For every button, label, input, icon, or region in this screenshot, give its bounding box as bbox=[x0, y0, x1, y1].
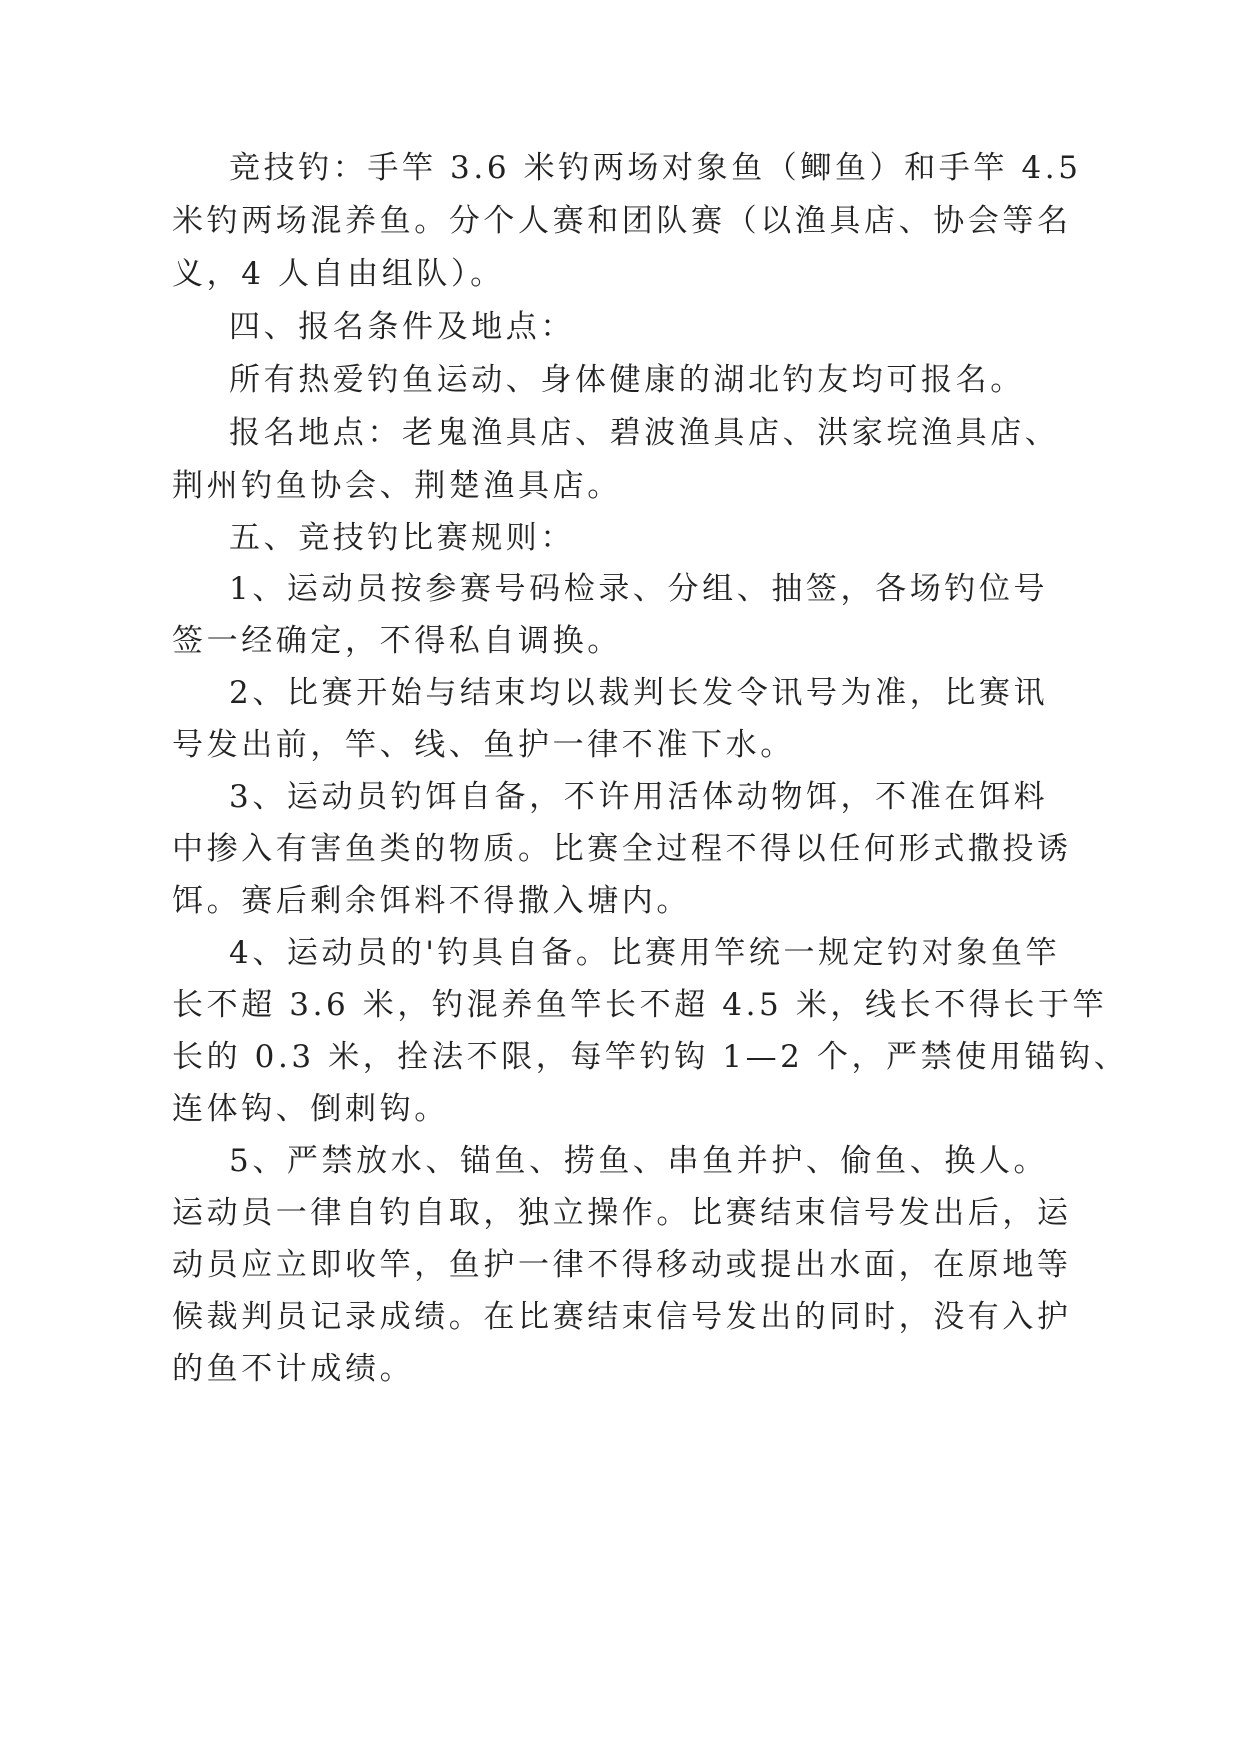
text-line: 运动员一律自钓自取，独立操作。比赛结束信号发出后，运 bbox=[172, 1195, 1072, 1231]
section-heading: 五、竞技钓比赛规则： bbox=[229, 520, 575, 556]
text-line: 义，4 人自由组队）。 bbox=[172, 256, 505, 292]
text-line: 3、运动员钓饵自备，不许用活体动物饵，不准在饵料 bbox=[229, 779, 1049, 815]
text-line: 签一经确定，不得私自调换。 bbox=[172, 623, 622, 659]
text-line: 米钓两场混养鱼。分个人赛和团队赛（以渔具店、协会等名 bbox=[172, 203, 1072, 239]
text-line: 动员应立即收竿，鱼护一律不得移动或提出水面，在原地等 bbox=[172, 1247, 1072, 1283]
text-line: 荆州钓鱼协会、荆楚渔具店。 bbox=[172, 468, 622, 504]
section-heading: 四、报名条件及地点： bbox=[229, 309, 575, 345]
text-line: 号发出前，竿、线、鱼护一律不准下水。 bbox=[172, 727, 795, 763]
text-line: 的鱼不计成绩。 bbox=[172, 1351, 415, 1387]
text-line: 长的 0.3 米，拴法不限，每竿钓钩 1—2 个，严禁使用锚钩、 bbox=[172, 1039, 1129, 1075]
text-line: 连体钩、倒刺钩。 bbox=[172, 1091, 449, 1127]
text-line: 长不超 3.6 米，钓混养鱼竿长不超 4.5 米，线长不得长于竿 bbox=[172, 987, 1108, 1023]
text-line: 2、比赛开始与结束均以裁判长发令讯号为准，比赛讯 bbox=[229, 675, 1049, 711]
text-line: 候裁判员记录成绩。在比赛结束信号发出的同时，没有入护 bbox=[172, 1299, 1072, 1335]
text-line: 中掺入有害鱼类的物质。比赛全过程不得以任何形式撒投诱 bbox=[172, 831, 1072, 867]
text-line: 4、运动员的'钓具自备。比赛用竿统一规定钓对象鱼竿 bbox=[229, 935, 1061, 971]
text-line: 1、运动员按参赛号码检录、分组、抽签，各场钓位号 bbox=[229, 571, 1049, 607]
text-line: 报名地点：老鬼渔具店、碧波渔具店、洪家垸渔具店、 bbox=[229, 415, 1060, 451]
text-line: 竞技钓：手竿 3.6 米钓两场对象鱼（鲫鱼）和手竿 4.5 bbox=[229, 150, 1082, 186]
text-line: 饵。赛后剩余饵料不得撒入塘内。 bbox=[172, 883, 691, 919]
text-line: 所有热爱钓鱼运动、身体健康的湖北钓友均可报名。 bbox=[229, 362, 1025, 398]
text-line: 5、严禁放水、锚鱼、捞鱼、串鱼并护、偷鱼、换人。 bbox=[229, 1143, 1049, 1179]
